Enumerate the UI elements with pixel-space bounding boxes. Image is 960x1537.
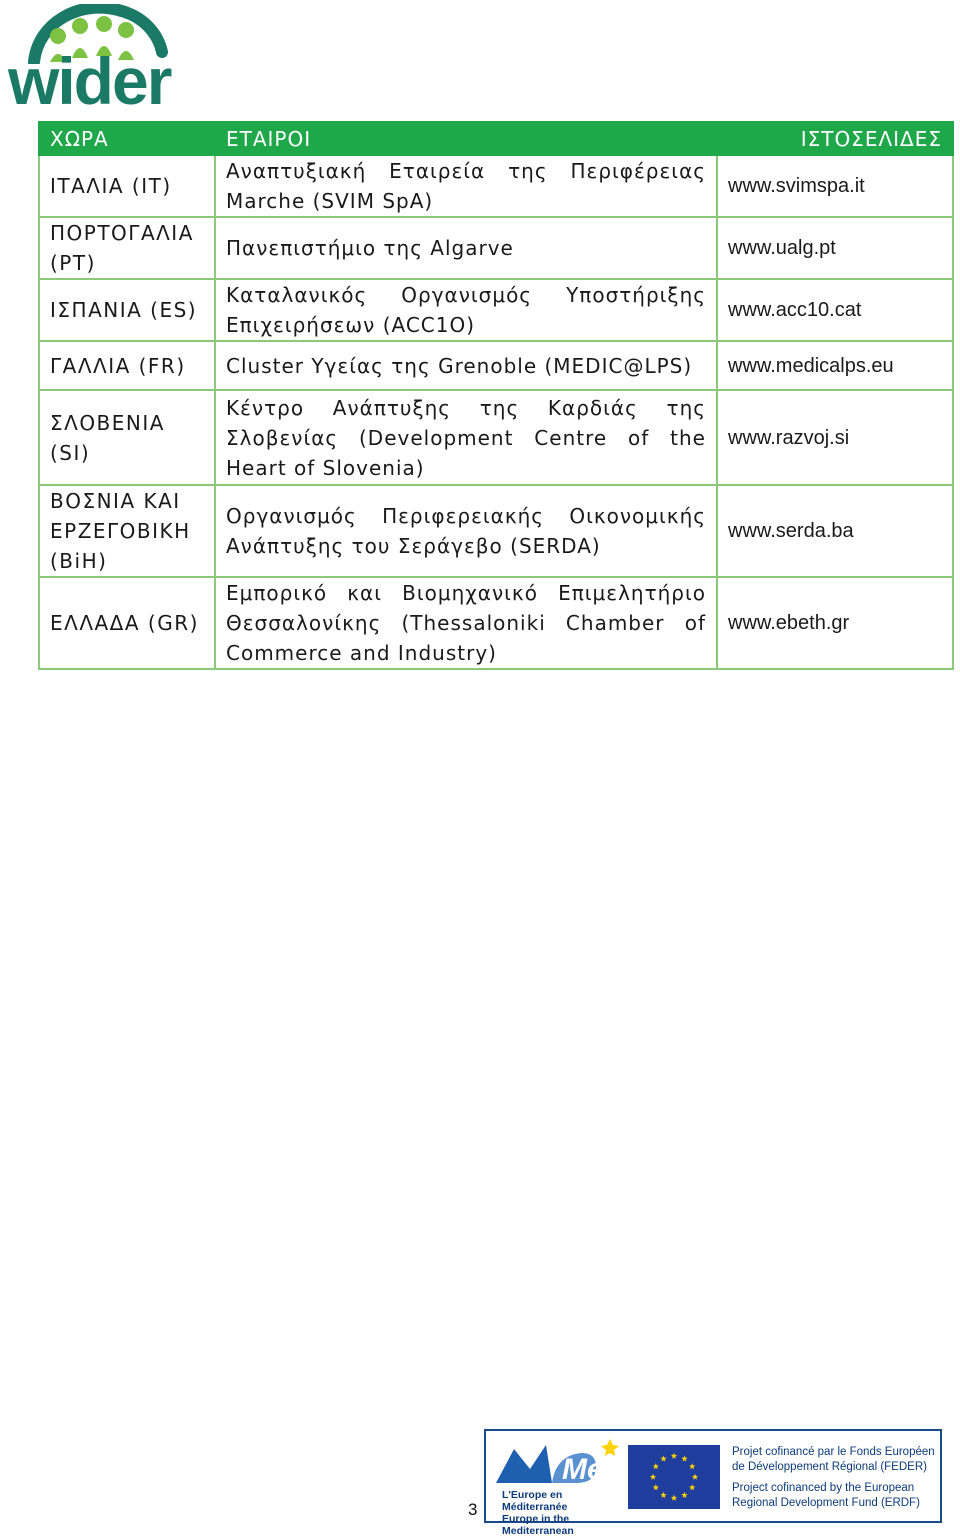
table-row	[39, 577, 953, 669]
table-row	[39, 279, 953, 341]
header-country: ΧΩΡΑ	[39, 122, 215, 155]
med-logo	[492, 1435, 624, 1537]
logo-wordmark: wider	[8, 44, 171, 118]
med-caption-line1: L'Europe en Méditerranée	[502, 1489, 568, 1513]
med-caption-line2: Europe in the Mediterranean	[502, 1513, 574, 1537]
website-link[interactable]: www.svimspa.it	[717, 155, 953, 217]
med-wordmark-icon	[492, 1435, 624, 1487]
header-partners: ΕΤΑΙΡΟΙ	[215, 122, 717, 155]
table-row	[39, 341, 953, 390]
partner-cell: Καταλανικός Οργανισμός Υποστήριξης Επιχειρήσεων (ACC1O)	[215, 279, 717, 341]
header-websites: ΙΣΤΟΣΕΛΙΔΕΣ	[717, 122, 953, 155]
website-link[interactable]: www.razvoj.si	[717, 390, 953, 485]
country-cell: ΣΛΟΒΕΝΙΑ (SI)	[39, 390, 215, 485]
partner-cell: Οργανισμός Περιφερειακής Οικονομικής Ανάπτυξης του Σεράγεβο (SERDA)	[215, 485, 717, 577]
table-row	[39, 155, 953, 217]
partner-cell: Αναπτυξιακή Εταιρεία της Περιφέρειας Marche (SVIM SpA)	[215, 155, 717, 217]
website-link[interactable]: www.serda.ba	[717, 485, 953, 577]
partner-cell: Cluster Υγείας της Grenoble (MEDIC@LPS)	[215, 341, 717, 390]
funding-text-fr: Projet cofinancé par le Fonds Européen de Développement Régional (FEDER)	[732, 1446, 935, 1473]
table-row	[39, 485, 953, 577]
country-cell: ΕΛΛΑΔΑ (GR)	[39, 577, 215, 669]
partner-cell: Πανεπιστήμιο της Algarve	[215, 217, 717, 279]
country-cell: ΙΣΠΑΝΙΑ (ES)	[39, 279, 215, 341]
wider-logo	[6, 4, 178, 118]
funding-banner	[484, 1429, 942, 1537]
country-cell: ΙΤΑΛΙΑ (IT)	[39, 155, 215, 217]
med-caption	[502, 1489, 626, 1537]
funding-text-en: Project cofinanced by the European Regional Development Fund (ERDF)	[732, 1482, 920, 1509]
eu-flag-icon	[628, 1445, 720, 1509]
country-cell: ΠΟΡΤΟΓΑΛΙΑ (PT)	[39, 217, 215, 279]
page-number: 3	[468, 1500, 478, 1519]
table-row	[39, 390, 953, 485]
website-link[interactable]: www.acc10.cat	[717, 279, 953, 341]
website-link[interactable]: www.ebeth.gr	[717, 577, 953, 669]
website-link[interactable]: www.medicalps.eu	[717, 341, 953, 390]
table-header-row	[39, 122, 953, 155]
funding-text	[732, 1445, 938, 1517]
partner-cell: Εμπορικό και Βιομηχανικό Επιμελητήριο Θεσσαλονίκης (Thessaloniki Chamber of Commerce and Industry)	[215, 577, 717, 669]
table-row	[39, 217, 953, 279]
country-cell: ΓΑΛΛΙΑ (FR)	[39, 341, 215, 390]
partners-table	[38, 121, 954, 670]
partner-cell: Κέντρο Ανάπτυξης της Καρδιάς της Σλοβενίας (Development Centre of the Heart of Slovenia)	[215, 390, 717, 485]
website-link[interactable]: www.ualg.pt	[717, 217, 953, 279]
country-cell: ΒΟΣΝΙΑ ΚΑΙ ΕΡΖΕΓΟΒΙΚΗ (BiH)	[39, 485, 215, 577]
svg-text:Med: Med	[562, 1453, 622, 1486]
